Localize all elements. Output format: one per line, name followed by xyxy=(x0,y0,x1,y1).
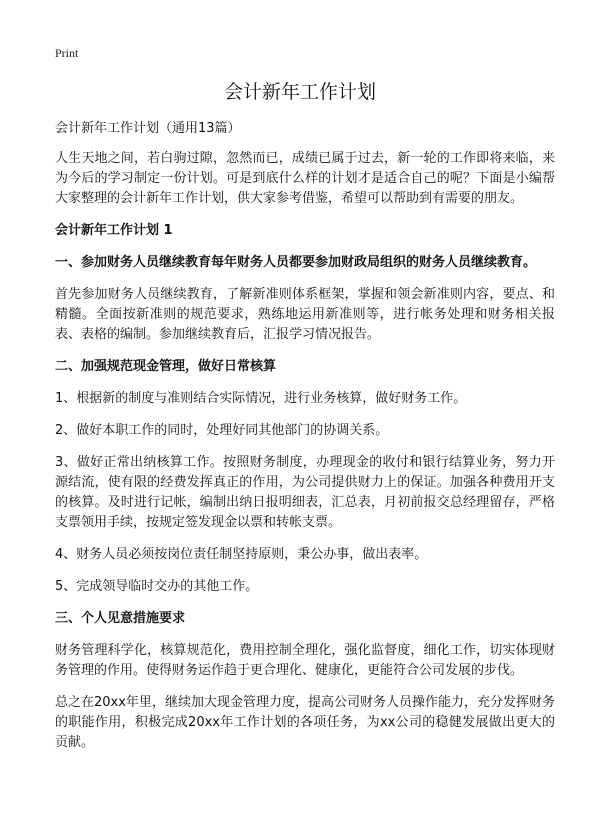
intro-paragraph: 人生天地之间，若白驹过隙，忽然而已，成绩已属于过去，新一轮的工作即将来临，来为今后的学习制定一份计划。可是到底什么样的计划才是适合自己的呢？下面是小编帮大家整理的会计新年工作计划，供大家参考借鉴，希望可以帮助到有需要的朋友。 xyxy=(55,151,555,206)
section-2-heading: 二、加强规范现金管理，做好日常核算 xyxy=(55,359,277,374)
conclusion-paragraph: 总之在20xx年里，继续加大现金管理力度，提高公司财务人员操作能力，充分发挥财务的职能作用，积极完成20xx年工作计划的各项任务，为xx公司的稳健发展做出更大的贡献。 xyxy=(55,695,555,750)
section-2-item: 3、做好正常出纳核算工作。按照财务制度，办理现金的收付和银行结算业务，努力开源结流，使有限的经费发挥真正的作用，为公司提供财力上的保证。加强各种费用开支的核算。及时进行记帐，编制出纳日报明细表，汇总表，月初前报交总经理留存，严格支票领用手续，按规定签发现金以票和转帐支票。 xyxy=(55,455,555,530)
section-1-body: 首先参加财务人员继续教育，了解新准则体系框架，掌握和领会新准则内容，要点、和精髓。全面按新准则的规范要求，熟练地运用新准则等，进行帐务处理和财务相关报表、表格的编制。参加继续教育后，汇报学习情况报告。 xyxy=(55,287,555,342)
document-subtitle: 会计新年工作计划（通用13篇） xyxy=(55,121,241,136)
plan-heading: 会计新年工作计划 1 xyxy=(55,223,173,238)
section-2-item: 2、做好本职工作的同时，处理好同其他部门的协调关系。 xyxy=(55,423,389,438)
section-1-heading: 一、参加财务人员继续教育每年财务人员都要参加财政局组织的财务人员继续教育。 xyxy=(55,255,537,270)
section-3-heading: 三、个人见意措施要求 xyxy=(55,611,186,626)
print-label: Print xyxy=(55,46,79,60)
section-3-body: 财务管理科学化，核算规范化，费用控制全理化，强化监督度，细化工作，切实体现财务管理的作用。使得财务运作趋于更合理化、健康化，更能符合公司发展的步伐。 xyxy=(55,643,555,678)
section-2-item: 5、完成领导临时交办的其他工作。 xyxy=(55,579,259,594)
section-2-item: 4、财务人员必须按岗位责任制坚持原则，秉公办事，做出表率。 xyxy=(55,547,428,562)
page-title: 会计新年工作计划 xyxy=(223,81,376,103)
section-2-item: 1、根据新的制度与准则结合实际情况，进行业务核算，做好财务工作。 xyxy=(55,391,467,406)
document-body xyxy=(55,119,555,753)
